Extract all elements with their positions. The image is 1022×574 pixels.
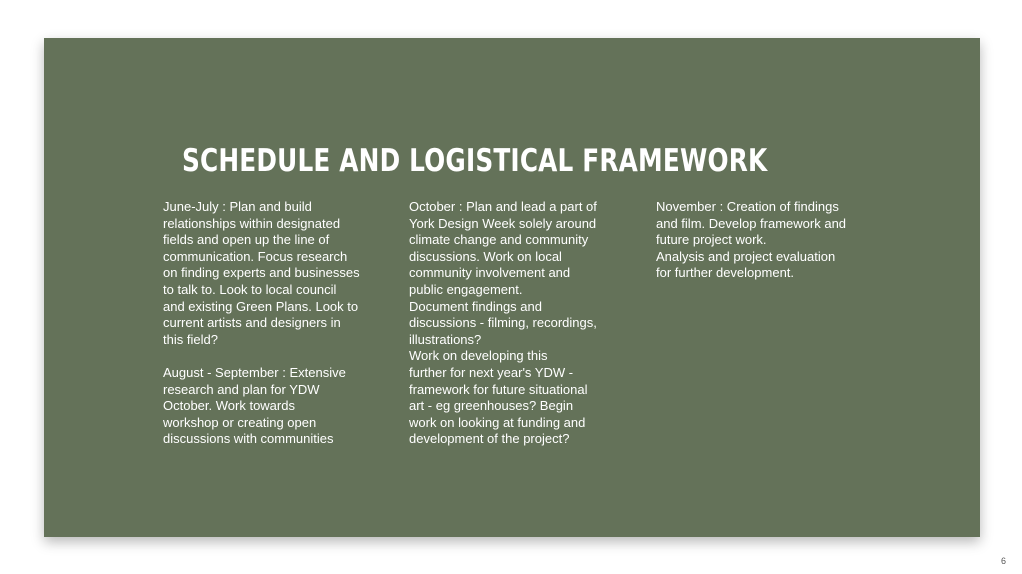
schedule-column-october — [409, 199, 639, 448]
slide-title: SCHEDULE AND LOGISTICAL FRAMEWORK — [182, 143, 768, 179]
schedule-column-november — [656, 199, 896, 282]
page-number: 6 — [1000, 556, 1006, 566]
june-july-paragraph: June-July : Plan and build relationships within designated fields and open up the line of communication. Focus research on finding experts and businesses to talk to. Look to local council and existing Green Plans. Look to current artists and designers in this field? — [163, 199, 360, 347]
october-paragraph: October : Plan and lead a part of York Design Week solely around climate change and community discussions. Work on local community involvement and public engagement. Document findings and discussions - filming, recordings, illustrations? Work on developing this further for next year's YDW - framework for future situational art - eg greenhouses? Begin work on looking at funding and development of the project? — [409, 199, 597, 447]
november-paragraph: November : Creation of findings and film. Develop framework and future project work. Analysis and project evaluation for further development. — [656, 199, 847, 281]
schedule-column-summer — [163, 199, 393, 448]
slide — [44, 38, 980, 537]
august-september-paragraph: August - September : Extensive research and plan for YDW October. Work towards workshop or creating open discussions with communities — [163, 364, 346, 447]
